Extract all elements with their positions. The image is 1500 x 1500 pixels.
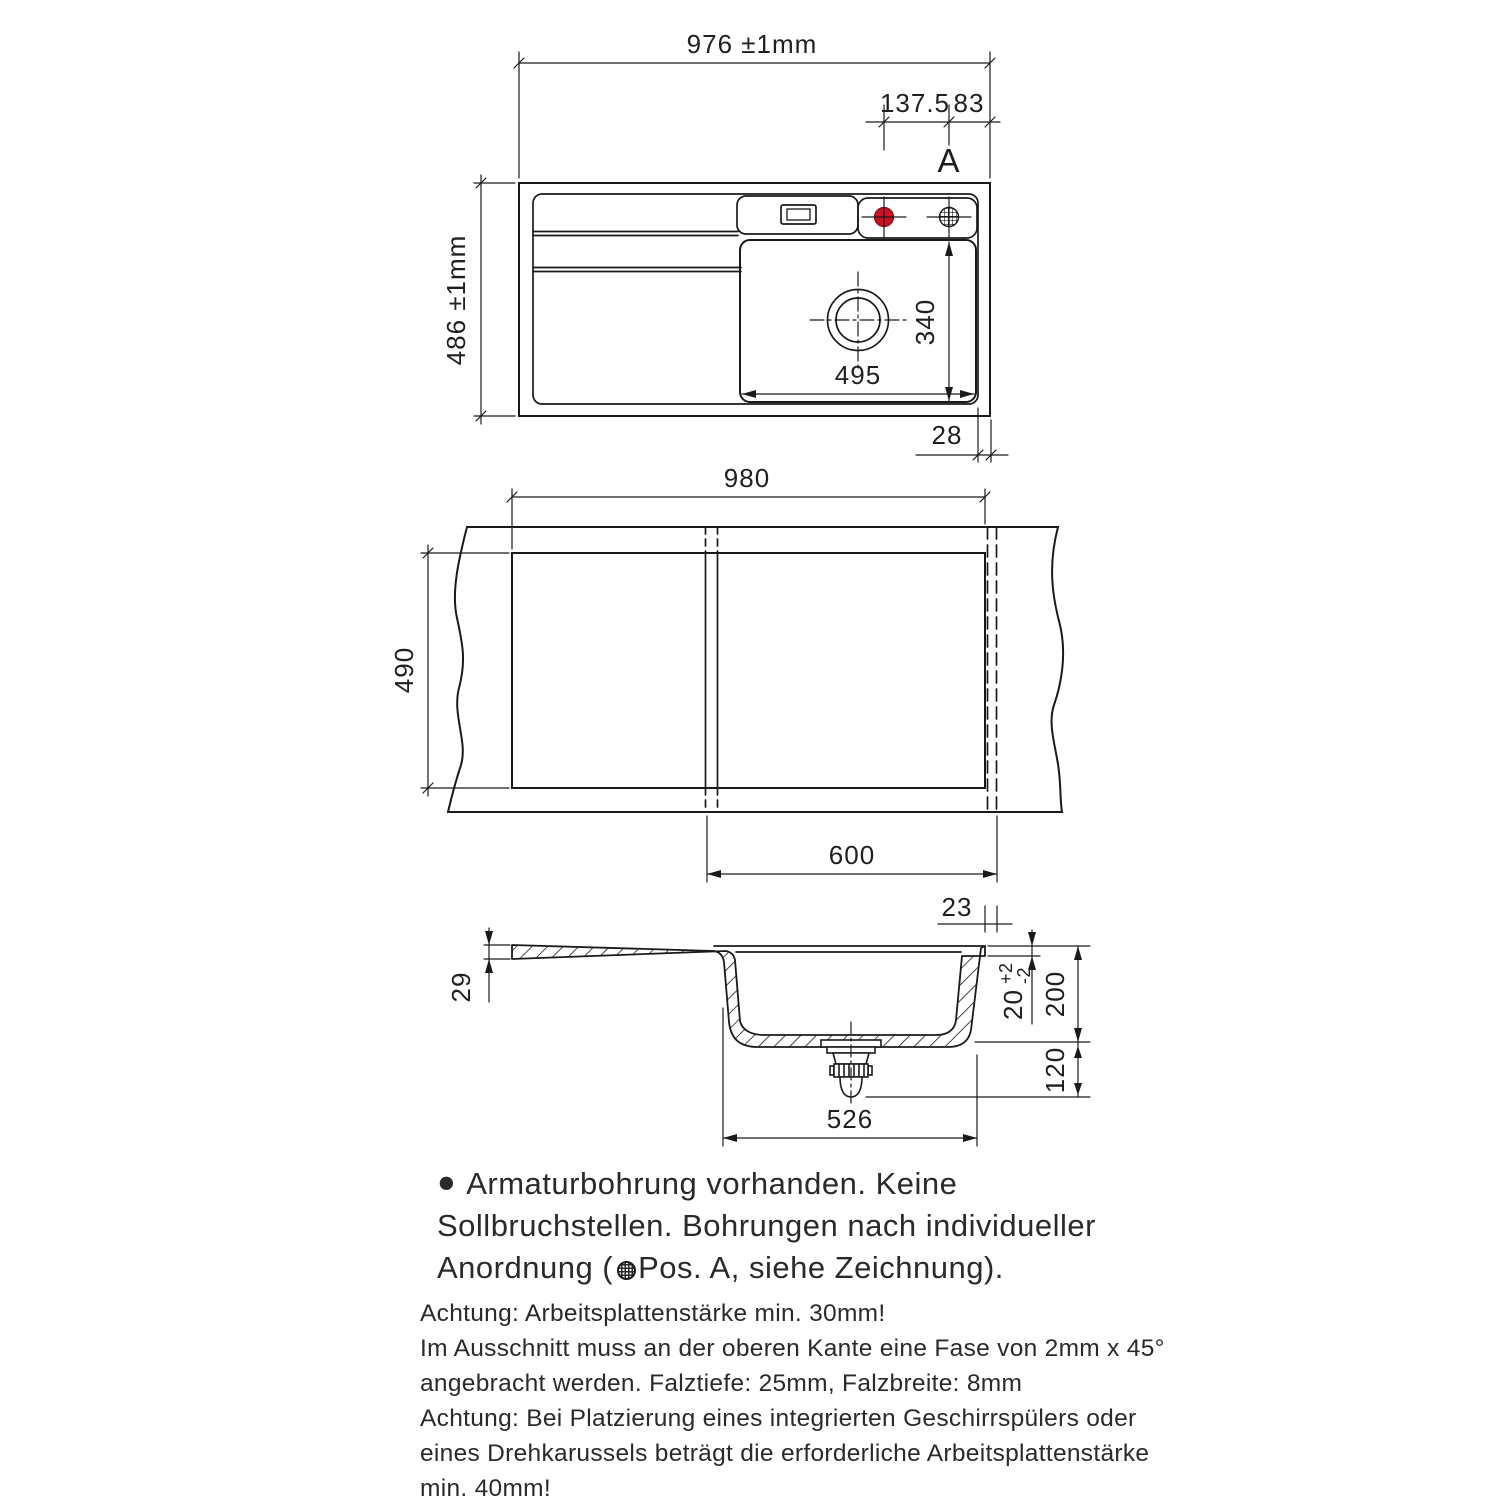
note1-line1: Armaturbohrung vorhanden. Keine	[466, 1166, 958, 1201]
dim-overall-depth-label: 486 ±1mm	[441, 234, 471, 366]
dim-section-bowl-depth-label: 200	[1040, 970, 1070, 1018]
drain-hole	[810, 272, 906, 368]
faucet-hole	[862, 197, 906, 238]
dim-cutout-depth	[389, 545, 509, 796]
dim-cutout-width-label: 980	[723, 463, 771, 493]
dim-cabinet-width	[707, 816, 997, 882]
sink-section-body	[512, 945, 985, 1047]
dim-cutout-width	[507, 463, 990, 549]
dim-bowl-depth-label: 340	[910, 298, 940, 346]
note1-line2: Sollbruchstellen. Bohrungen nach individueller	[437, 1208, 1096, 1243]
overflow-icon	[781, 205, 816, 224]
dim-ledge-depth-label: 20	[998, 989, 1028, 1020]
dim-hole-edge-label: 83	[953, 88, 985, 118]
note-worktop-warnings	[420, 1296, 1180, 1500]
dim-ledge-depth	[988, 930, 1040, 1024]
top-view	[441, 29, 1008, 462]
cutout-view	[389, 463, 1063, 932]
note2-line-6: min. 40mm!	[420, 1475, 551, 1500]
dim-rim-height-label: 29	[446, 971, 476, 1003]
pos-a-hole	[927, 197, 971, 238]
section-view	[446, 928, 1090, 1146]
note2-line-5: eines Drehkarussels beträgt die erforderliche Arbeitsplattenstärke	[420, 1440, 1150, 1467]
dim-cutout-depth-label: 490	[389, 646, 419, 694]
dim-drain-height	[866, 1042, 1090, 1097]
note1-line3-post: Pos. A, siehe Zeichnung).	[638, 1250, 1004, 1285]
pos-a-label: A	[937, 142, 961, 179]
drainer-grooves	[533, 232, 741, 272]
note-faucet-hole	[437, 1163, 1137, 1289]
note2-line-4: Achtung: Bei Platzierung eines integrierten Geschirrspülers oder	[420, 1405, 1137, 1432]
dim-ledge-tol-minus: -2	[1014, 966, 1034, 984]
note1-line3-pre: Anordnung (	[437, 1250, 614, 1285]
overflow-panel	[737, 196, 858, 234]
dim-cabinet-width-label: 600	[828, 840, 876, 870]
dim-drain-height-label: 120	[1040, 1046, 1070, 1094]
dim-ledge-tol-plus: +2	[996, 962, 1016, 984]
dim-rim-height	[446, 928, 510, 1002]
dim-right-gap	[938, 892, 1012, 932]
worktop-outline	[448, 527, 1063, 812]
dim-hole-spacing-label: 137.5	[879, 88, 951, 118]
dim-section-bowl-width-label: 526	[826, 1104, 874, 1134]
note2-line-1: Achtung: Arbeitsplattenstärke min. 30mm!	[420, 1300, 886, 1327]
dim-right-gap-label: 23	[941, 892, 973, 922]
dim-right-margin-label: 28	[931, 420, 963, 450]
dim-hole-spacing	[866, 88, 1000, 150]
hatched-hole-icon	[617, 1261, 636, 1280]
cabinet-side-lines	[706, 527, 718, 812]
bullet-icon: ●	[437, 1164, 457, 1199]
dim-bowl-depth	[910, 242, 953, 401]
dim-bowl-width-label: 495	[834, 360, 882, 390]
cutout-outline	[512, 553, 985, 788]
note2-line-3: angebracht werden. Falztiefe: 25mm, Falzbreite: 8mm	[420, 1370, 1023, 1397]
dim-overall-width-label: 976 ±1mm	[686, 29, 818, 59]
dim-overall-depth	[441, 175, 515, 424]
note2-line-2: Im Ausschnitt muss an der oberen Kante eine Fase von 2mm x 45°	[420, 1335, 1165, 1362]
dim-bowl-width	[742, 360, 974, 398]
cabinet-right-wall-lines	[988, 527, 997, 812]
